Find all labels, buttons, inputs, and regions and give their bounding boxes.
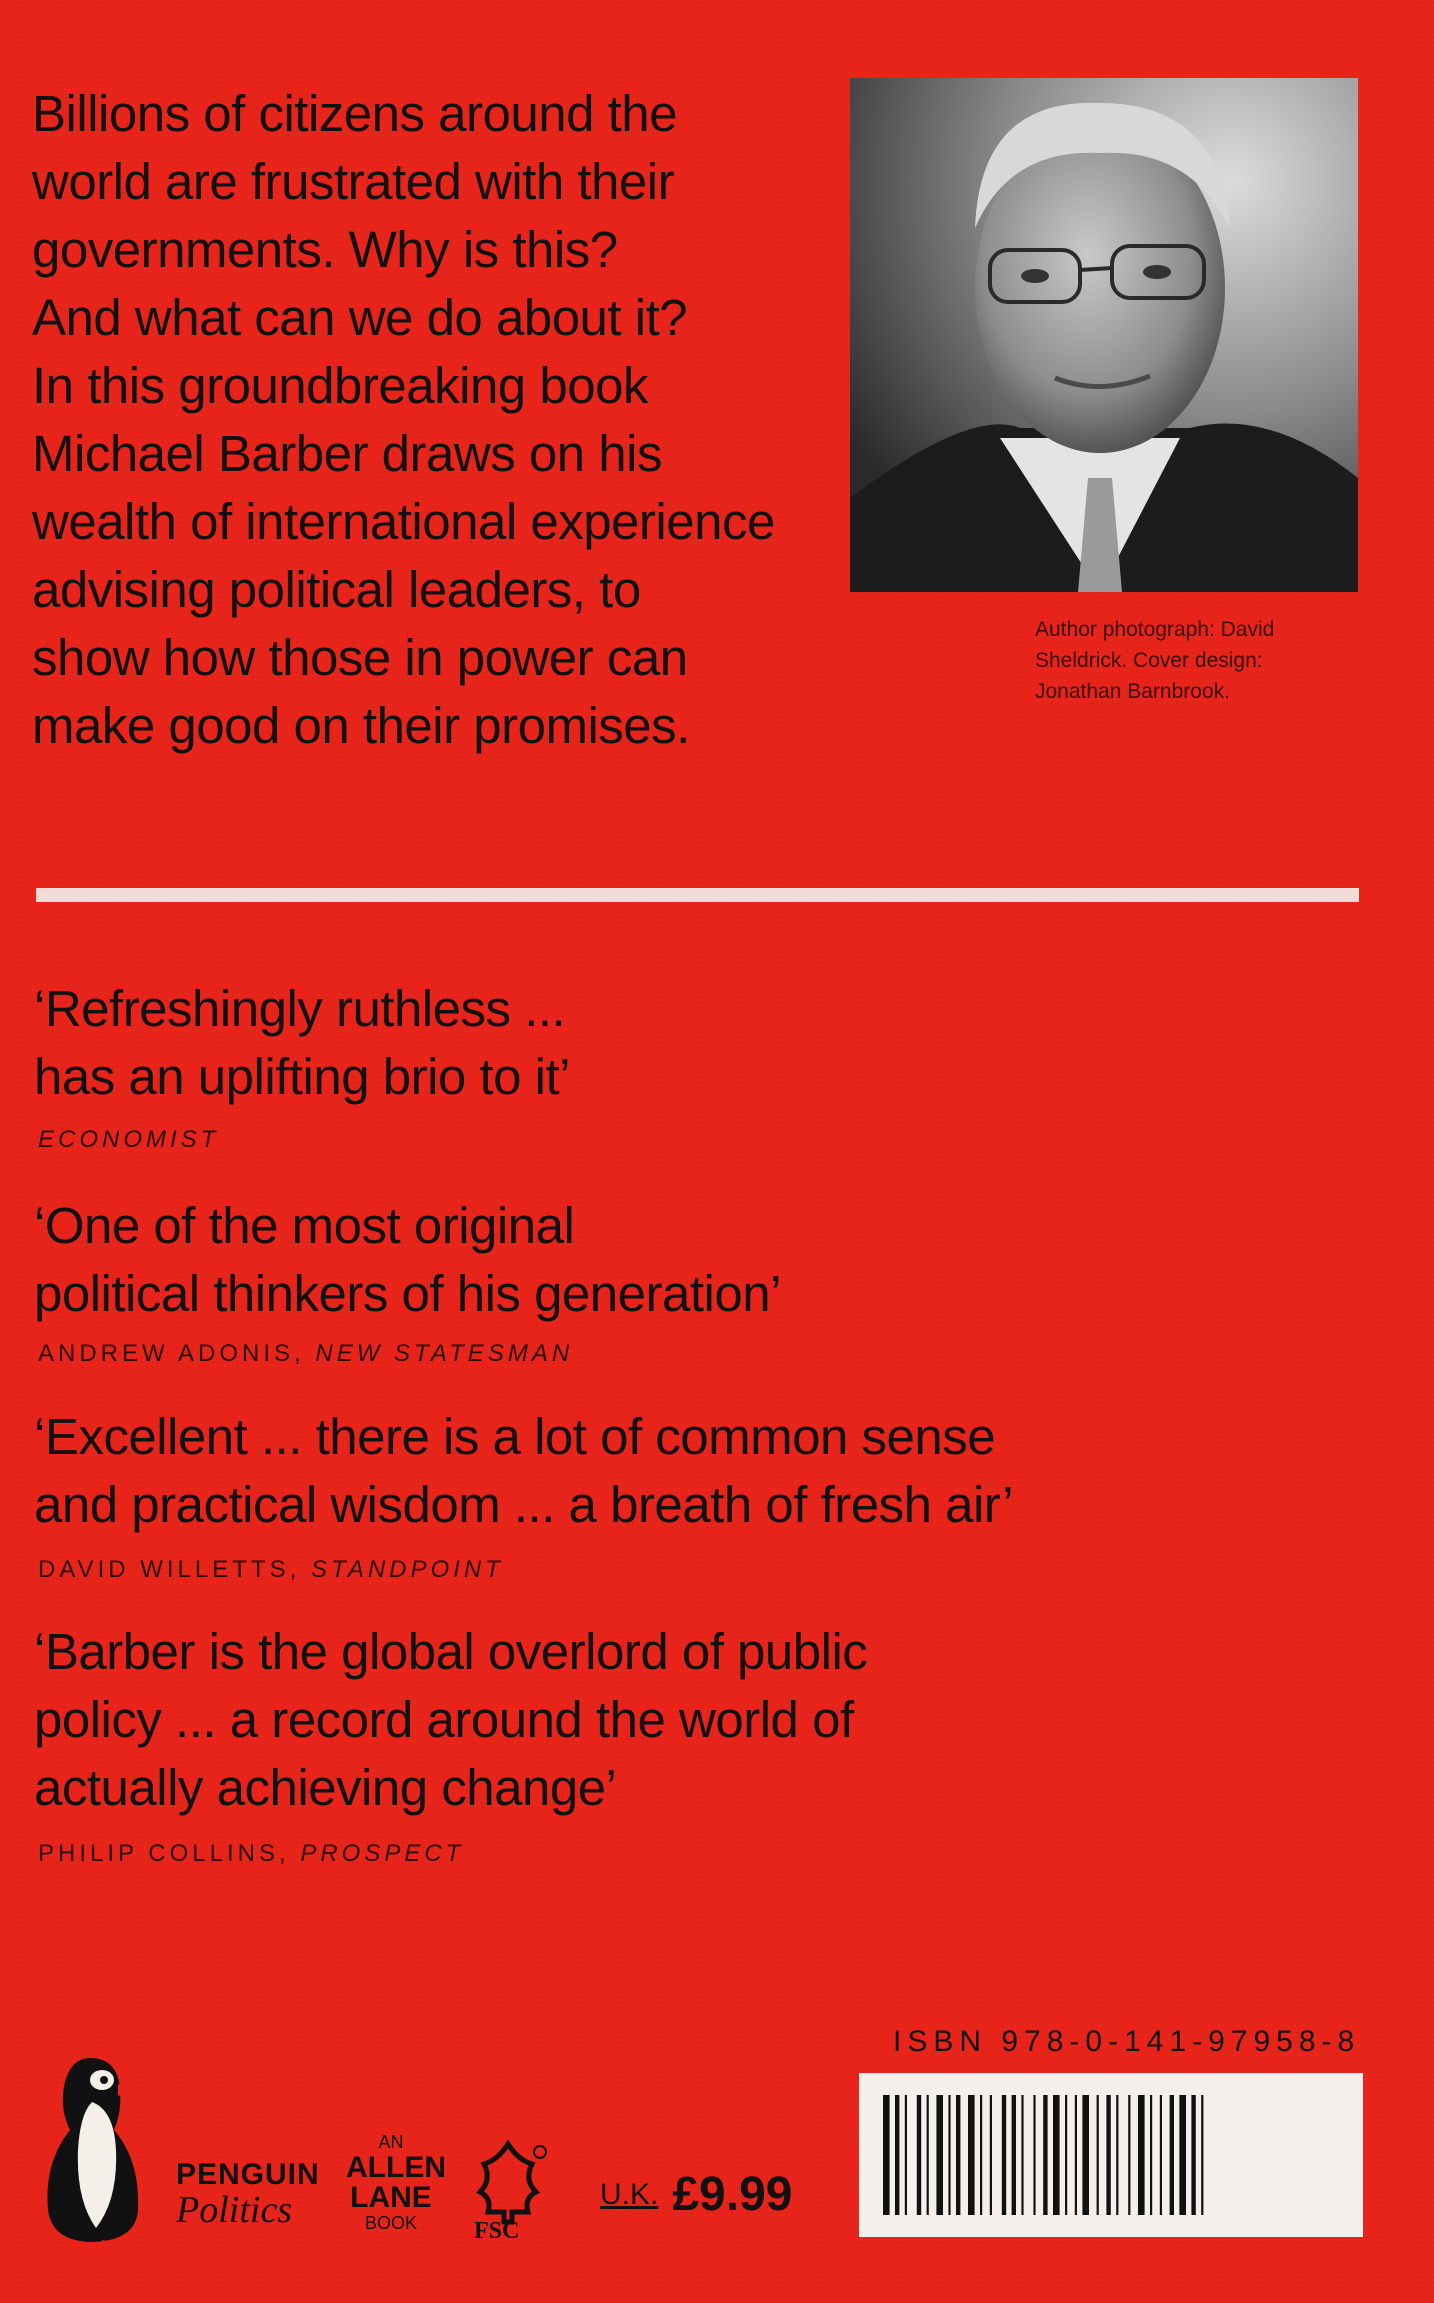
barcode-bar bbox=[1116, 2095, 1118, 2215]
attribution-name: DAVID WILLETTS, bbox=[38, 1556, 301, 1583]
blurb-line: Michael Barber draws on his bbox=[32, 425, 662, 482]
barcode-bar bbox=[1150, 2095, 1152, 2215]
imprint-penguin: PENGUIN bbox=[176, 2158, 320, 2191]
barcode-bar bbox=[1033, 2095, 1035, 2215]
blurb-line: world are frustrated with their bbox=[32, 153, 675, 210]
fsc-label: FSC bbox=[474, 2218, 520, 2244]
blurb-line: governments. Why is this? bbox=[32, 221, 618, 278]
barcode-bar bbox=[1065, 2095, 1067, 2215]
quote-attribution-3 bbox=[38, 1556, 504, 1584]
barcode-bar bbox=[1179, 2095, 1186, 2215]
review-quote-2 bbox=[34, 1192, 781, 1328]
blurb-line: make good on their promises. bbox=[32, 697, 690, 754]
quote-line: policy ... a record around the world of bbox=[34, 1691, 854, 1748]
photo-credit bbox=[1035, 614, 1335, 707]
author-photo bbox=[850, 78, 1358, 592]
barcode-bar bbox=[1170, 2095, 1174, 2215]
blurb-text bbox=[32, 80, 852, 760]
credit-line: Author photograph: David bbox=[1035, 618, 1275, 641]
quote-line: has an uplifting brio to it’ bbox=[34, 1048, 570, 1105]
attribution-source: NEW STATESMAN bbox=[315, 1340, 574, 1367]
allen-lane-imprint bbox=[346, 2132, 446, 2234]
quote-line: and practical wisdom ... a breath of fresh air’ bbox=[34, 1476, 1014, 1533]
quote-line: ‘Excellent ... there is a lot of common sense bbox=[34, 1408, 996, 1465]
imprint-politics: Politics bbox=[176, 2189, 293, 2231]
barcode-bar bbox=[968, 2095, 975, 2215]
barcode-bar bbox=[905, 2095, 907, 2215]
quote-line: ‘Refreshingly ruthless ... bbox=[34, 980, 566, 1037]
quote-attribution-2 bbox=[38, 1340, 573, 1368]
blurb-line: And what can we do about it? bbox=[32, 289, 688, 346]
isbn-number: ISBN 978-0-141-97958-8 bbox=[893, 2025, 1361, 2058]
barcode-bar bbox=[1082, 2095, 1089, 2215]
price-region: U.K. bbox=[600, 2178, 659, 2211]
credit-line: Sheldrick. Cover design: bbox=[1035, 649, 1263, 672]
barcode-bars bbox=[859, 2073, 1363, 2237]
blurb-line: wealth of international experience bbox=[32, 493, 775, 550]
barcode-bar bbox=[1097, 2095, 1099, 2215]
allen-line: AN bbox=[378, 2132, 404, 2152]
quote-line: ‘Barber is the global overlord of public bbox=[34, 1623, 868, 1680]
attribution-source: PROSPECT bbox=[300, 1840, 465, 1867]
barcode-bar bbox=[917, 2095, 921, 2215]
penguin-politics-imprint bbox=[176, 2158, 320, 2232]
allen-line: ALLEN bbox=[346, 2151, 446, 2184]
blurb-line: advising political leaders, to bbox=[32, 561, 641, 618]
quote-attribution-4 bbox=[38, 1840, 464, 1868]
barcode-bar bbox=[1021, 2095, 1023, 2215]
barcode-bar bbox=[1138, 2095, 1145, 2215]
blurb-line: Billions of citizens around the bbox=[32, 85, 678, 142]
penguin-logo-icon bbox=[30, 2050, 160, 2250]
price-amount: £9.99 bbox=[672, 2168, 793, 2221]
barcode-bar bbox=[956, 2095, 960, 2215]
barcode bbox=[859, 2073, 1363, 2237]
barcode-bar bbox=[948, 2095, 950, 2215]
barcode-bar bbox=[1191, 2095, 1195, 2215]
barcode-bar bbox=[990, 2095, 992, 2215]
attribution-source: STANDPOINT bbox=[310, 1556, 504, 1583]
blurb-line: In this groundbreaking book bbox=[32, 357, 648, 414]
barcode-bar bbox=[980, 2095, 982, 2215]
quote-line: political thinkers of his generation’ bbox=[34, 1265, 781, 1322]
barcode-bar bbox=[936, 2095, 943, 2215]
barcode-bar bbox=[1160, 2095, 1162, 2215]
review-quote-3 bbox=[34, 1403, 1013, 1539]
blurb-line: show how those in power can bbox=[32, 629, 688, 686]
barcode-bar bbox=[1128, 2095, 1130, 2215]
barcode-bar bbox=[1075, 2095, 1077, 2215]
barcode-bar bbox=[927, 2095, 929, 2215]
attribution-source: ECONOMIST bbox=[38, 1126, 220, 1153]
barcode-bar bbox=[883, 2095, 890, 2215]
allen-line: LANE bbox=[350, 2181, 432, 2214]
quote-line: actually achieving change’ bbox=[34, 1759, 617, 1816]
section-divider bbox=[36, 888, 1359, 902]
attribution-name: ANDREW ADONIS, bbox=[38, 1340, 305, 1367]
barcode-bar bbox=[1201, 2095, 1203, 2215]
attribution-name: PHILIP COLLINS, bbox=[38, 1840, 290, 1867]
quote-line: ‘One of the most original bbox=[34, 1197, 575, 1254]
quote-attribution-1 bbox=[38, 1126, 219, 1154]
price-tag bbox=[600, 2167, 792, 2222]
allen-line: BOOK bbox=[364, 2213, 417, 2233]
credit-line: Jonathan Barnbrook. bbox=[1035, 680, 1230, 703]
review-quote-1 bbox=[34, 975, 570, 1111]
barcode-bar bbox=[895, 2095, 899, 2215]
barcode-bar bbox=[1002, 2095, 1006, 2215]
review-quote-4 bbox=[34, 1618, 867, 1822]
barcode-bar bbox=[1053, 2095, 1060, 2215]
barcode-bar bbox=[1043, 2095, 1047, 2215]
barcode-bar bbox=[1106, 2095, 1110, 2215]
barcode-bar bbox=[1012, 2095, 1016, 2215]
